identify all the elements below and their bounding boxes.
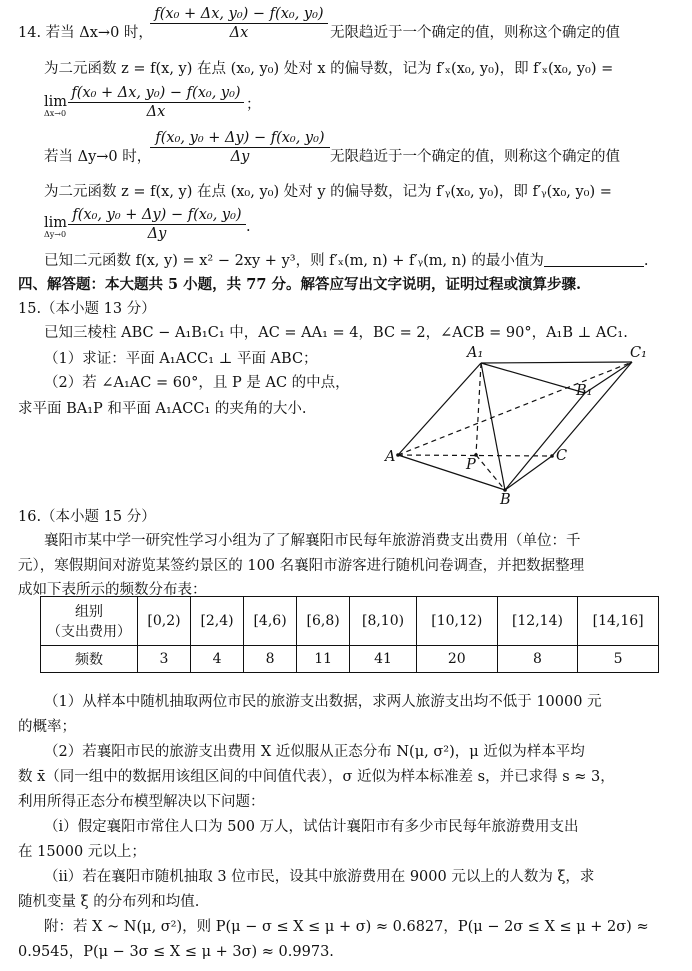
edge-A1P [476,363,481,455]
section-4-heading: 四、解答题：本大题共 5 小题，共 77 分。解答应写出文字说明，证明过程或演算步骤. [18,276,582,293]
q14-period: . [246,219,251,235]
q16-note-line1: 附：若 X ~ N(μ, σ²)，则 P(μ − σ ≤ X ≤ μ + σ) ≈ 0.6827，P(μ − 2σ ≤ X ≤ μ + 2σ) ≈ [44,919,649,935]
edge-A1B1 [481,363,585,393]
table-cell: 11 [297,646,350,673]
label-P: P [466,457,476,473]
q15-line1: 已知三棱柱 ABC − A₁B₁C₁ 中，AC = AA₁ = 4，BC = 2，∠ACB = 90°，A₁B ⊥ AC₁. [44,325,628,341]
table-cell: [14,16] [578,597,659,646]
q16-sub2-line3: 利用所得正态分布模型解决以下问题： [18,794,265,810]
table-cell: 8 [244,646,297,673]
edge-A1C1 [481,362,632,363]
q14-fraction-4: $\frac{\text{f(x₀, y₀ + Δy) − f(x₀, y₀)}}{\Delta y}$ [68,206,246,243]
label-B1: B₁ [576,383,593,399]
table-cell: 5 [578,646,659,673]
q14-line7: 已知二元函数 f(x, y) = x² − 2xy + y³，则 f′ₓ(m, n) + f′ᵧ(m, n) 的最小值为 . [44,253,649,269]
q16-sub4-line1: （ⅱ）若在襄阳市随机抽取 3 位市民，设其中旅游费用在 9000 元以上的人数为 ξ，求 [44,869,595,885]
q14-fraction-2: $\frac{\text{f(x₀ + Δx, y₀) − f(x₀, y₀)}}{\Delta x}$ [68,84,244,121]
table-cell: 41 [350,646,417,673]
label-C: C [556,448,568,464]
label-B: B [500,492,511,508]
q16-sub2-line2: 数 x̄（同一组中的数据用该组区间的中间值代表），σ 近似为样本标准差 s，并已求得 s ≈ 3， [18,769,615,785]
q14-limit-2: lim Δy→0 [44,215,68,239]
q16-sub3-line2: 在 15000 元以上； [18,844,146,860]
q14-line2: 为二元函数 z = f(x, y) 在点 (x₀, y₀) 处对 x 的偏导数，记为 f′ₓ(x₀, y₀)，即 f′ₓ(x₀, y₀) = [44,61,614,77]
table-cell: 3 [138,646,191,673]
q16-para-line3: 成如下表所示的频数分布表： [18,582,207,598]
edge-CC1 [552,362,632,456]
q16-sub4-line2: 随机变量 ξ 的分布列和均值. [18,894,200,910]
q14-line1-start: 14. 若当 Δx→0 时， [18,25,153,41]
q15-part1: （1）求证：平面 A₁ACC₁ ⊥ 平面 ABC； [44,351,318,367]
q16-sub1-line1: （1）从样本中随机抽取两位市民的旅游支出数据，求两人旅游支出均不低于 10000 元 [44,694,602,710]
q14-line1-end: 无限趋近于一个确定的值，则称这个确定的值 [330,25,620,41]
q14-line4-start: 若当 Δy→0 时， [44,149,152,165]
q14-line4-end: 无限趋近于一个确定的值，则称这个确定的值 [330,149,620,165]
table-cell: [12,14) [497,597,578,646]
q15-part2-cont: 求平面 BA₁P 和平面 A₁ACC₁ 的夹角的大小. [18,401,307,417]
q15-heading: 15.（本小题 13 分） [18,301,156,317]
table-row [41,646,659,673]
table-cell: 4 [191,646,244,673]
q14-line5: 为二元函数 z = f(x, y) 在点 (x₀, y₀) 处对 y 的偏导数，记为 f′ᵧ(x₀, y₀)，即 f′ᵧ(x₀, y₀) = [44,184,612,200]
q14-fraction-3: $\frac{\text{f(x₀, y₀ + Δy) − f(x₀, y₀)}}{\Delta y}$ [150,129,330,166]
q16-sub1-line2: 的概率； [18,719,76,735]
table-header-cell: 频数 [41,646,138,673]
table-cell: [4,6) [244,597,297,646]
edge-A1B [481,363,505,490]
q15-part2: （2）若 ∠A₁AC = 60°，且 P 是 AC 的中点， [44,375,350,391]
q16-sub2-line1: （2）若襄阳市民的旅游支出费用 X 近似服从正态分布 N(μ, σ²)，μ 近似为样本平均 [44,744,585,760]
table-row [41,597,659,646]
q16-sub3-line1: （ⅰ）假定襄阳市常住人口为 500 万人，试估计襄阳市有多少市民每年旅游费用支出 [44,819,579,835]
table-cell: [2,4) [191,597,244,646]
q16-heading: 16.（本小题 15 分） [18,509,156,525]
table-header-cell: 组别 （支出费用） [41,597,138,646]
table-cell: [10,12) [416,597,497,646]
q16-para-line1: 襄阳市某中学一研究性学习小组为了了解襄阳市民每年旅游消费支出费用（单位：千 [44,533,581,549]
table-cell: [6,8) [297,597,350,646]
edge-AB [398,455,505,490]
table-cell: 20 [416,646,497,673]
q16-para-line2: 元），寒假期间对游览某签约景区的 100 名襄阳市游客进行随机问卷调查，并把数据整理 [18,558,585,574]
q16-note-line2: 0.9545，P(μ − 3σ ≤ X ≤ μ + 3σ) ≈ 0.9973. [18,944,334,960]
table-cell: 8 [497,646,578,673]
q14-semicolon: ； [246,97,261,113]
q14-limit-1: lim Δx→0 [44,94,68,118]
frequency-table [40,596,659,673]
table-cell: [0,2) [138,597,191,646]
edge-AC1 [398,362,632,455]
label-A: A [385,449,396,465]
table-cell: [8,10) [350,597,417,646]
edge-AA1 [398,363,481,455]
label-A1: A₁ [467,345,484,361]
q14-fraction-1: $\frac{\text{f(x₀ + Δx, y₀) − f(x₀, y₀)}}{\Delta x}$ [150,5,328,42]
label-C1: C₁ [630,345,647,361]
